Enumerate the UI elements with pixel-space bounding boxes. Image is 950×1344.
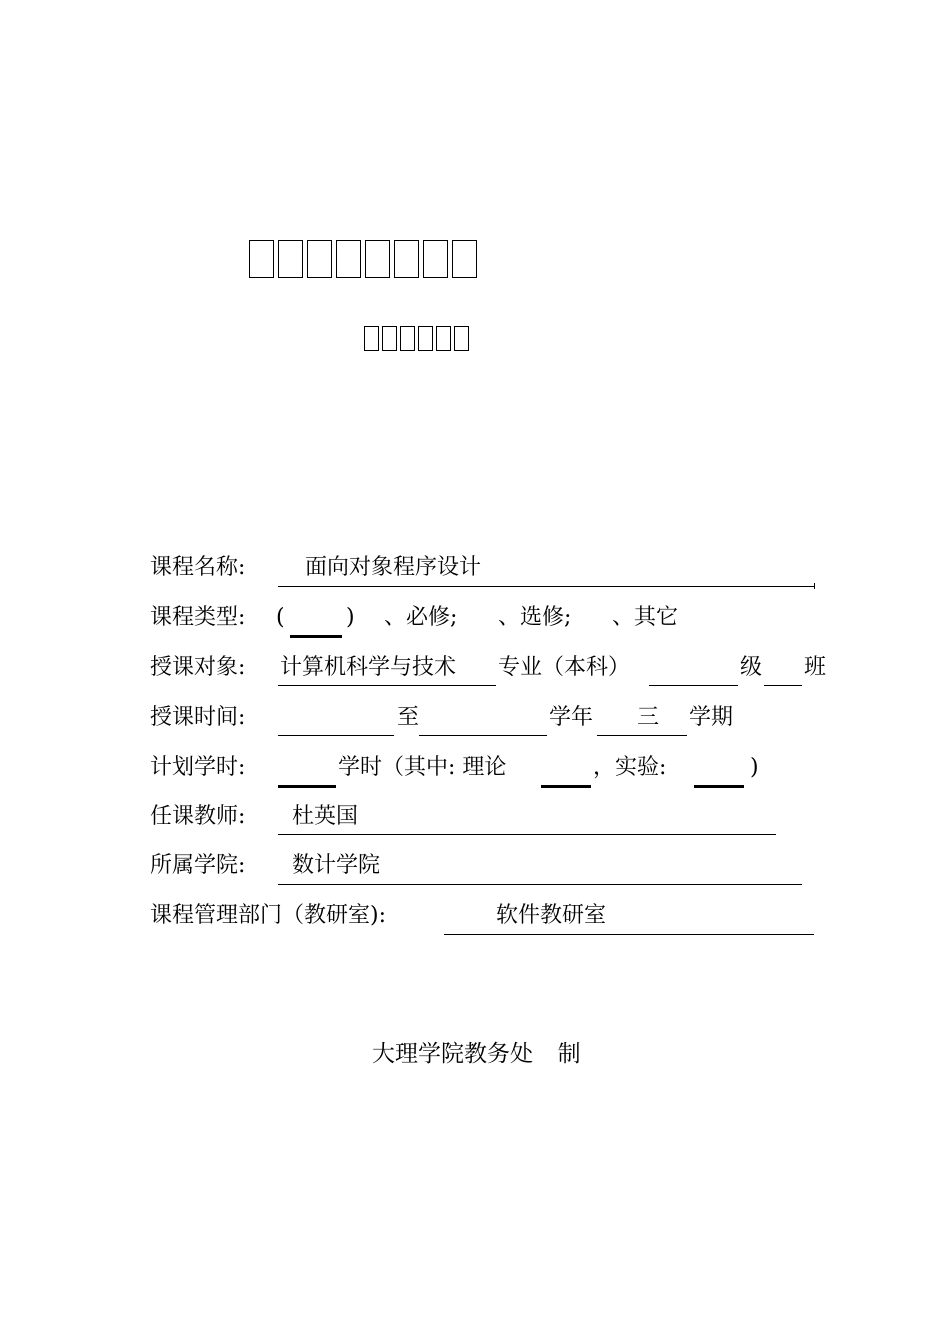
subtitle-glyph-box — [400, 326, 415, 351]
title-glyph-box — [452, 240, 477, 278]
issuer-suffix: 制 — [557, 1041, 581, 1067]
teaching-time-semester-suffix: 学期 — [689, 705, 734, 730]
audience-class-underline — [764, 685, 802, 686]
subtitle-glyph-box — [382, 326, 397, 351]
course-type-close-paren: ) — [346, 605, 355, 630]
course-type-blank — [290, 635, 342, 638]
course-name-underline — [278, 586, 815, 587]
department-label: 课程管理部门（教研室): — [150, 903, 386, 928]
title-glyph-box — [394, 240, 419, 278]
course-type-elective: 、选修; — [498, 605, 572, 630]
audience-major-underline — [278, 685, 496, 686]
title-glyph-box — [423, 240, 448, 278]
teacher-value: 杜英国 — [292, 804, 359, 829]
planned-hours-lab-blank — [694, 785, 744, 788]
planned-hours-blank — [278, 785, 336, 788]
title-glyph-box — [307, 240, 332, 278]
department-value: 软件教研室 — [496, 903, 607, 928]
teaching-time-semester-underline — [597, 735, 687, 736]
college-value: 数计学院 — [292, 853, 381, 878]
teaching-time-to: 至 — [397, 705, 420, 730]
teaching-time-label: 授课时间: — [150, 705, 246, 730]
subtitle-glyph-box — [418, 326, 433, 351]
department-underline — [444, 934, 814, 935]
audience-major-suffix: 专业（本科） — [498, 655, 631, 680]
audience-class-suffix: 班 — [804, 655, 827, 680]
course-name-label: 课程名称: — [150, 555, 246, 580]
course-type-required: 、必修; — [384, 605, 458, 630]
planned-hours-close: ) — [750, 755, 759, 780]
title-glyph-box — [365, 240, 390, 278]
audience-grade-underline — [649, 685, 738, 686]
issuer-name: 大理学院教务处 — [372, 1041, 533, 1067]
audience-grade-suffix: 级 — [740, 655, 763, 680]
subtitle-glyph-box — [454, 326, 469, 351]
planned-hours-theory-blank — [541, 785, 591, 788]
teaching-time-semester: 三 — [637, 705, 660, 730]
teacher-label: 任课教师: — [150, 804, 246, 829]
college-label: 所属学院: — [150, 853, 246, 878]
course-type-open-paren: ( — [276, 605, 285, 630]
subtitle-glyph-box — [436, 326, 451, 351]
title-glyph-box — [336, 240, 361, 278]
course-type-label: 课程类型: — [150, 605, 246, 630]
college-underline — [278, 884, 802, 885]
audience-label: 授课对象: — [150, 655, 246, 680]
teaching-time-start-underline — [278, 735, 394, 736]
course-type-other: 、其它 — [612, 605, 679, 630]
subtitle-glyph-box — [364, 326, 379, 351]
document-subtitle — [364, 326, 469, 351]
teaching-time-school-year: 学年 — [549, 705, 594, 730]
title-glyph-box — [249, 240, 274, 278]
planned-hours-lab-label: ，实验: — [593, 755, 667, 780]
planned-hours-suffix: 学时（其中: 理论 — [338, 755, 507, 780]
planned-hours-label: 计划学时: — [150, 755, 246, 780]
title-glyph-box — [278, 240, 303, 278]
issuer-footer — [372, 1040, 581, 1068]
audience-major: 计算机科学与技术 — [280, 655, 457, 680]
course-name-value: 面向对象程序设计 — [305, 555, 482, 580]
teaching-time-end-underline — [419, 735, 547, 736]
course-name-underline-end — [814, 583, 815, 589]
teacher-underline — [278, 834, 776, 835]
document-title — [249, 240, 477, 278]
